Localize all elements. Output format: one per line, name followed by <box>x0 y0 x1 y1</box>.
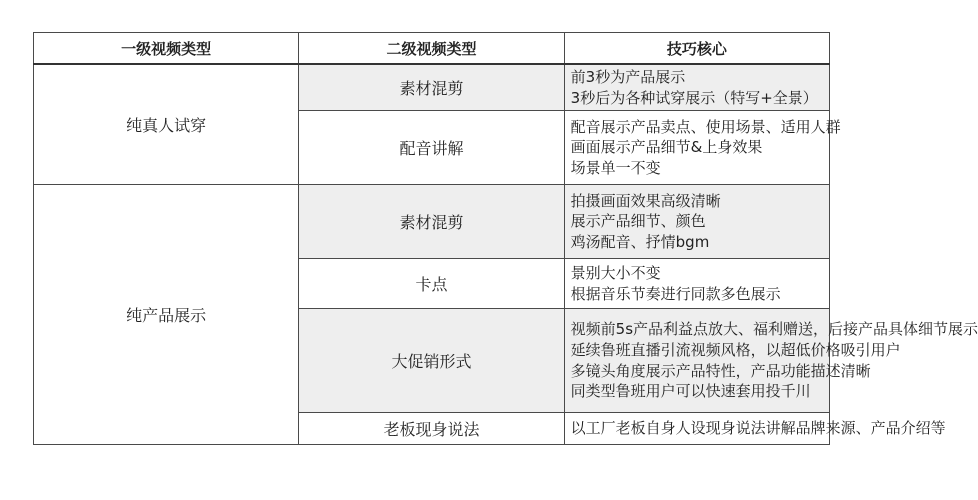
tip-line: 根据音乐节奏进行同款多色展示 <box>570 284 781 303</box>
tip-line: 景别大小不变 <box>570 263 661 282</box>
subcategory-cell: 素材混剪 <box>299 64 564 110</box>
category-cell: 纯产品展示 <box>34 184 299 444</box>
tips-cell <box>564 110 841 184</box>
tips-cell <box>564 184 829 258</box>
tip-line: 拍摄画面效果高级清晰 <box>570 191 721 210</box>
table-row <box>34 184 830 258</box>
header-row <box>34 33 830 65</box>
tip-line: 3秒后为各种试穿展示（特写+全景） <box>570 88 818 107</box>
subcategory-cell: 老板现身说法 <box>299 412 564 444</box>
tip-line: 场景单一不变 <box>570 158 661 177</box>
header-tips-core: 技巧核心 <box>564 33 829 65</box>
tip-line: 配音展示产品卖点、使用场景、适用人群 <box>570 117 841 136</box>
tip-line: 鸡汤配音、抒情bgm <box>570 232 710 251</box>
category-cell: 纯真人试穿 <box>34 64 299 184</box>
tip-line: 以工厂老板自身人设现身说法讲解品牌来源、产品介绍等 <box>570 419 946 438</box>
subcategory-cell: 大促销形式 <box>299 308 564 412</box>
tips-cell <box>564 258 829 308</box>
tip-line: 前3秒为产品展示 <box>570 68 686 87</box>
tip-line: 多镜头角度展示产品特性，产品功能描述清晰 <box>570 361 871 380</box>
tip-line: 延续鲁班直播引流视频风格，以超低价格吸引用户 <box>570 340 901 359</box>
table-row <box>34 64 830 110</box>
tip-line: 展示产品细节、颜色 <box>570 212 706 231</box>
video-tips-table <box>33 32 978 445</box>
tip-line: 同类型鲁班用户可以快速套用投千川 <box>570 382 811 401</box>
header-level1-type: 一级视频类型 <box>34 33 299 65</box>
tips-cell <box>564 308 978 412</box>
subcategory-cell: 配音讲解 <box>299 110 564 184</box>
tip-line: 视频前5s产品利益点放大、福利赠送，后接产品具体细节展示 <box>570 320 978 339</box>
tips-cell <box>564 412 946 444</box>
subcategory-cell: 素材混剪 <box>299 184 564 258</box>
tips-cell <box>564 64 829 110</box>
header-level2-type: 二级视频类型 <box>299 33 564 65</box>
subcategory-cell: 卡点 <box>299 258 564 308</box>
tip-line: 画面展示产品细节&上身效果 <box>570 138 763 157</box>
